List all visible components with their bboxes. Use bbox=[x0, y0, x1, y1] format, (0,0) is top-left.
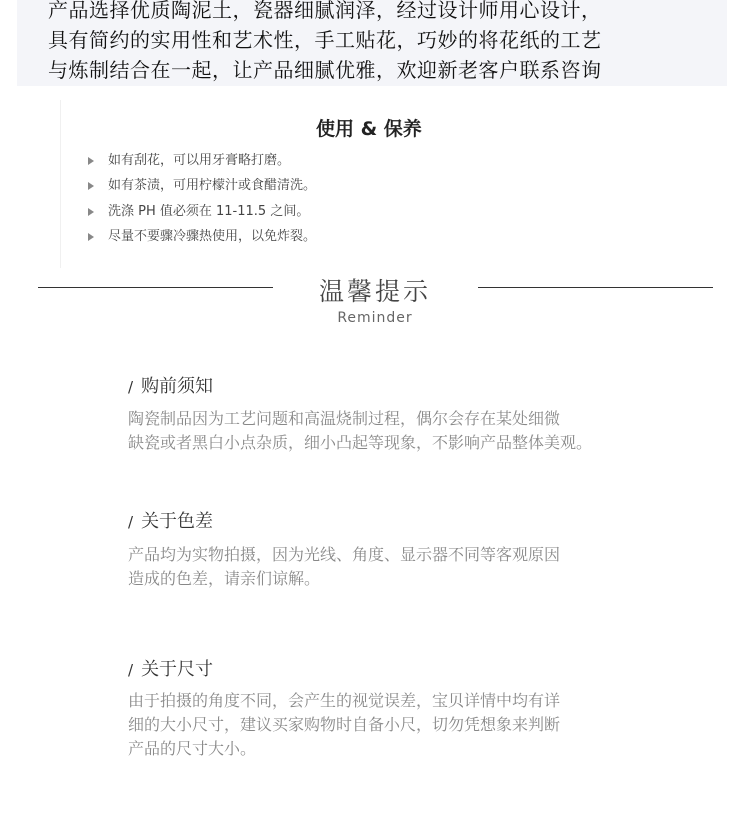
triangle-bullet-icon bbox=[88, 182, 94, 190]
intro-line-2: 具有简约的实用性和艺术性，手工贴花，巧妙的将花纸的工艺 bbox=[48, 28, 602, 52]
body-line: 缺瓷或者黑白小点杂质，细小凸起等现象，不影响产品整体美观。 bbox=[128, 433, 593, 452]
slash-mark: / bbox=[128, 513, 134, 531]
reminder-subtitle: Reminder bbox=[337, 310, 413, 326]
body-line: 造成的色差，请亲们谅解。 bbox=[128, 569, 321, 588]
section-body-color-difference bbox=[128, 543, 560, 591]
care-item-text: 如有刮花，可以用牙膏略打磨。 bbox=[108, 153, 291, 168]
slash-mark: / bbox=[128, 661, 134, 679]
section-heading-text: 关于色差 bbox=[141, 511, 214, 532]
section-heading-text: 关于尺寸 bbox=[141, 659, 214, 680]
intro-line-1: 产品选择优质陶泥土，瓷器细腻润泽，经过设计师用心设计， bbox=[48, 0, 602, 22]
care-item-text: 尽量不要骤冷骤热使用，以免炸裂。 bbox=[108, 229, 317, 244]
section-heading-color-difference bbox=[128, 507, 213, 533]
section-heading-size bbox=[128, 655, 213, 681]
care-item bbox=[88, 149, 290, 168]
section-body-size bbox=[128, 689, 560, 761]
intro-line-3: 与炼制结合在一起，让产品细腻优雅，欢迎新老客户联系咨询 bbox=[48, 58, 602, 82]
section-heading-pre-purchase bbox=[128, 372, 213, 398]
body-line: 陶瓷制品因为工艺问题和高温烧制过程，偶尔会存在某处细微 bbox=[128, 409, 561, 428]
reminder-title: 温馨提示 bbox=[318, 277, 431, 306]
triangle-bullet-icon bbox=[88, 208, 94, 216]
care-title: 使用 & 保养 bbox=[316, 118, 422, 140]
care-item-text: 洗涤 PH 值必须在 11-11.5 之间。 bbox=[108, 204, 310, 219]
section-heading-text: 购前须知 bbox=[141, 376, 214, 397]
slash-mark: / bbox=[128, 378, 134, 396]
care-item-text: 如有茶渍，可用柠檬汁或食醋清洗。 bbox=[108, 178, 317, 193]
body-line: 由于拍摄的角度不同，会产生的视觉误差，宝贝详情中均有详 bbox=[128, 691, 561, 710]
body-line: 细的大小尺寸，建议买家购物时自备小尺，切勿凭想象来判断 bbox=[128, 715, 561, 734]
body-line: 产品均为实物拍摄，因为光线、角度、显示器不同等客观原因 bbox=[128, 545, 561, 564]
body-line: 产品的尺寸大小。 bbox=[128, 739, 257, 758]
care-item bbox=[88, 200, 309, 219]
section-body-pre-purchase bbox=[128, 407, 592, 455]
care-item bbox=[88, 225, 316, 244]
triangle-bullet-icon bbox=[88, 233, 94, 241]
triangle-bullet-icon bbox=[88, 157, 94, 165]
care-item bbox=[88, 174, 316, 193]
